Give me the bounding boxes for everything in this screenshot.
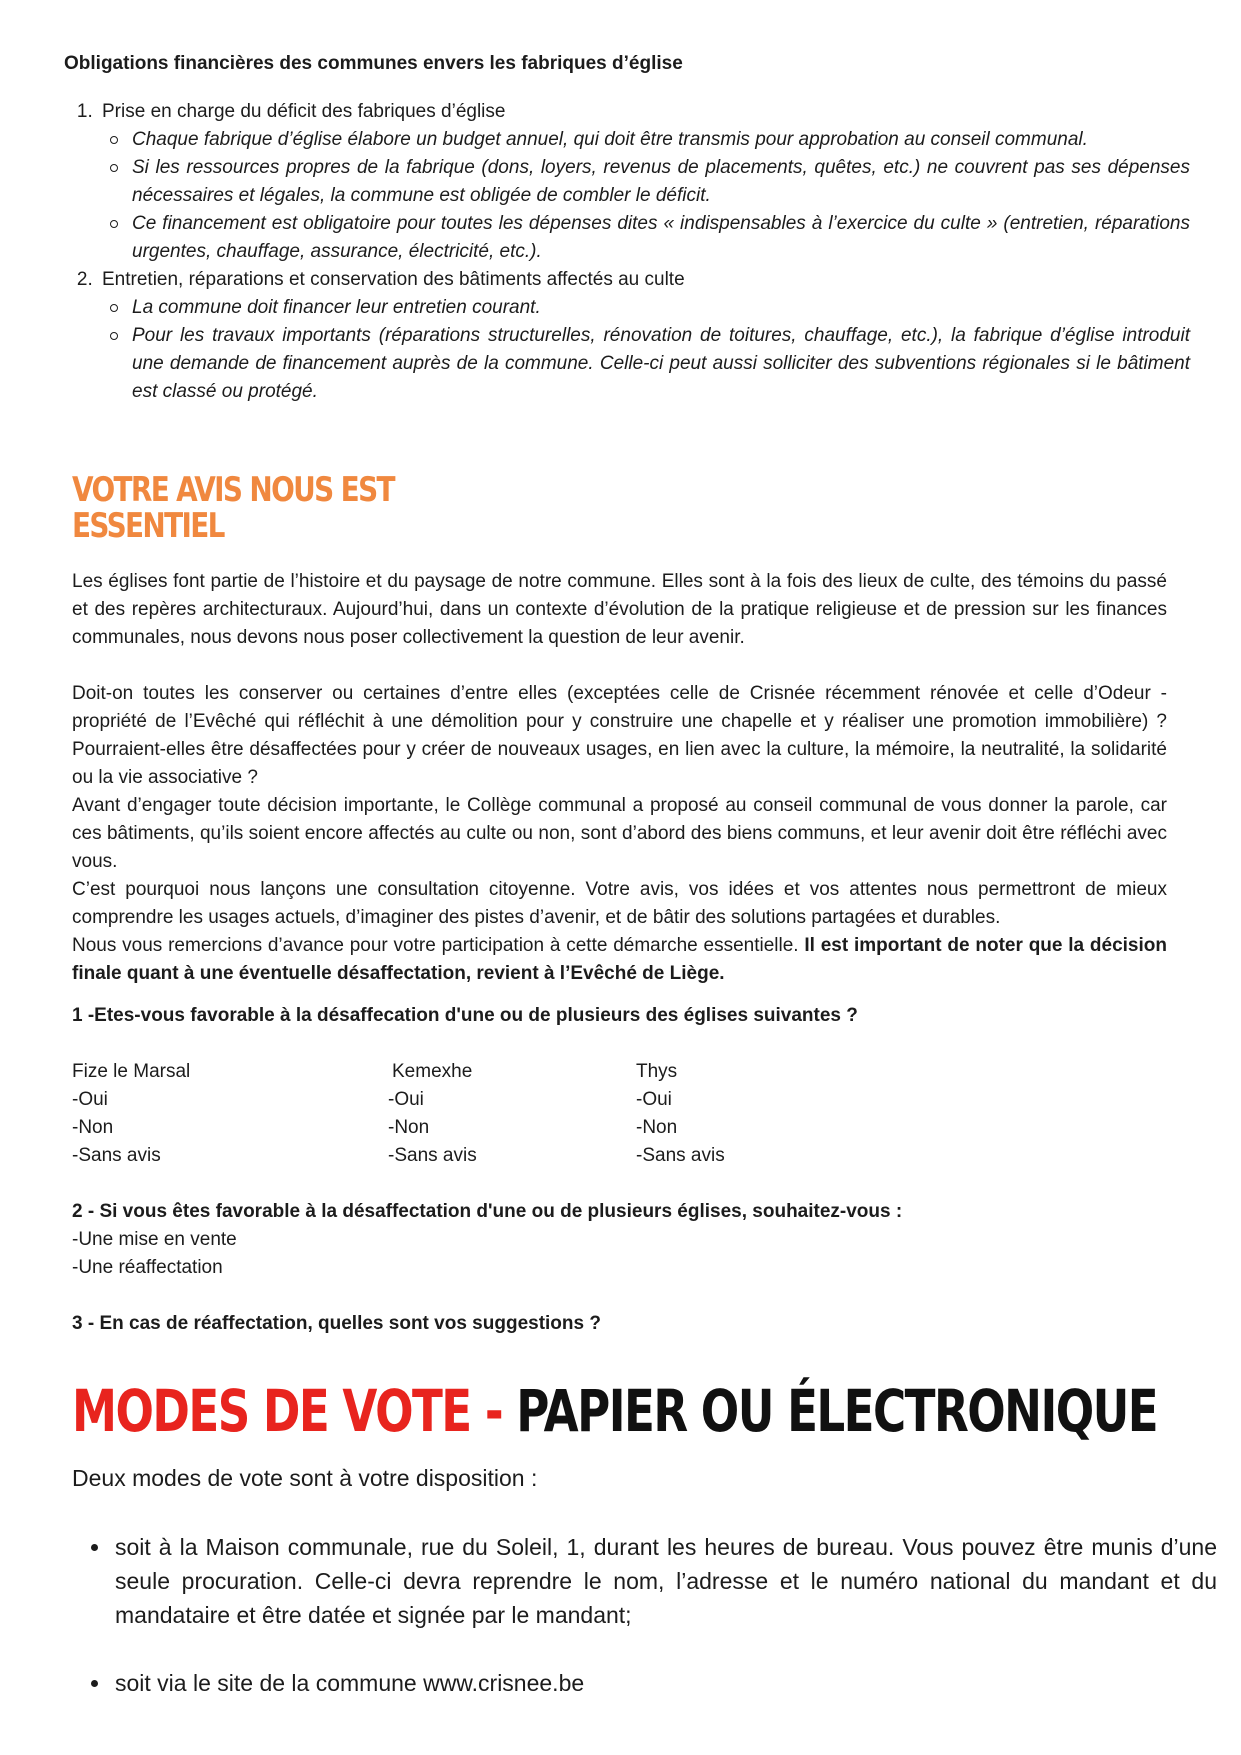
answer-option[interactable]: -Oui: [636, 1089, 672, 1110]
modes-heading: [72, 1378, 1157, 1444]
obligation-item: [98, 266, 1190, 406]
answer-option[interactable]: -Non: [388, 1117, 430, 1138]
obligation-sublist: [102, 126, 1190, 266]
vote-mode-item: soit via le site de la commune www.crisnee.be: [115, 1666, 1217, 1700]
obligation-item: [98, 98, 1190, 266]
obligation-subitem: Ce financement est obligatoire pour toutes les dépenses dites « indispensables à l’exercice du culte » (entretien, réparations urgentes, chauffage, assurance, électricité, etc.).: [132, 210, 1190, 266]
answer-option[interactable]: -Oui: [72, 1089, 108, 1110]
answer-option[interactable]: -Sans avis: [636, 1145, 725, 1166]
answer-option[interactable]: -Sans avis: [72, 1145, 161, 1166]
answer-option[interactable]: -Non: [72, 1117, 114, 1138]
answer-option[interactable]: -Non: [636, 1117, 678, 1138]
answer-option[interactable]: -Sans avis: [388, 1145, 477, 1166]
obligations-title: Obligations financières des communes envers les fabriques d’église: [64, 53, 683, 74]
answer-option[interactable]: -Une réaffectation: [72, 1257, 223, 1278]
avis-important-note: Il est important de noter que la décision finale quant à une éventuelle désaffectation, revient à l’Evêché de Liège.: [72, 935, 1167, 984]
vote-modes-list: [72, 1530, 1217, 1700]
question-2: 2 - Si vous êtes favorable à la désaffectation d'une ou de plusieurs églises, souhaitez-vous :: [72, 1201, 903, 1222]
obligation-subitem: Si les ressources propres de la fabrique (dons, loyers, revenus de placements, quêtes, etc.) ne couvrent pas ses dépenses nécessaires et légales, la commune est obligée de combler le déficit.: [132, 154, 1190, 210]
avis-paragraph: [72, 932, 1167, 988]
church-column-kemexhe: [388, 1058, 636, 1170]
avis-paragraph: Les églises font partie de l’histoire et du paysage de notre commune. Elles sont à la fois des lieux de culte, des témoins du passé et des repères architecturaux. Aujourd’hui, dans un contexte d’évolution de la pratique religieuse et de pression sur les finances communales, nous devons nous poser collectivement la question de leur avenir.: [72, 571, 1167, 648]
avis-paragraph: Doit-on toutes les conserver ou certaines d’entre elles (exceptées celle de Crisnée récemment rénovée et celle d’Odeur - propriété de l’Evêché qui réfléchit à une démolition pour y construire une chapelle et y réaliser une promotion immobilière) ? Pourraient-elles être désaffectées pour y créer de nouveaux usages, en lien avec la culture, la mémoire, la neutralité, la solidarité ou la vie associative ?: [72, 683, 1167, 788]
avis-heading-line2: ESSENTIEL: [72, 506, 224, 546]
avis-heading: [72, 472, 394, 544]
avis-body: [72, 568, 1167, 1338]
question-1: 1 -Etes-vous favorable à la désaffecation d'une ou de plusieurs des églises suivantes ?: [72, 1005, 858, 1026]
obligation-subitem: Pour les travaux importants (réparations structurelles, rénovation de toitures, chauffage, etc.), la fabrique d’église introduit une demande de financement auprès de la commune. Celle-ci peut aussi solliciter des subventions régionales si le bâtiment est classé ou protégé.: [132, 322, 1190, 406]
avis-paragraph: C’est pourquoi nous lançons une consultation citoyenne. Votre avis, vos idées et vos attentes nous permettront de mieux comprendre les usages actuels, d’imaginer des pistes d’avenir, et de bâtir des solutions partagées et durables.: [72, 879, 1167, 928]
vote-mode-item: soit à la Maison communale, rue du Soleil, 1, durant les heures de bureau. Vous pouvez être munis d’une seule procuration. Celle-ci devra reprendre le nom, l’adresse et le numéro national du mandant et du mandataire et être datée et signée par le mandant;: [115, 1530, 1217, 1632]
answer-option[interactable]: -Oui: [388, 1089, 424, 1110]
obligation-subitem: La commune doit financer leur entretien courant.: [132, 294, 1190, 322]
modes-heading-red: MODES DE VOTE -: [72, 1377, 517, 1445]
church-name: Kemexhe: [392, 1061, 473, 1082]
church-column-fize: [72, 1058, 388, 1170]
church-name: Thys: [636, 1061, 678, 1082]
obligation-sublist: [102, 294, 1190, 406]
obligation-subitem: Chaque fabrique d’église élabore un budget annuel, qui doit être transmis pour approbation au conseil communal.: [132, 126, 1190, 154]
obligations-section: [64, 50, 1190, 406]
question-3: 3 - En cas de réaffectation, quelles sont vos suggestions ?: [72, 1313, 601, 1334]
vote-intro: Deux modes de vote sont à votre disposition :: [72, 1465, 538, 1491]
avis-heading-line1: VOTRE AVIS NOUS EST: [72, 470, 394, 510]
modes-heading-black: PAPIER OU ÉLECTRONIQUE: [516, 1377, 1158, 1445]
avis-paragraph-text: Nous vous remercions d’avance pour votre participation à cette démarche essentielle.: [72, 935, 805, 956]
church-name: Fize le Marsal: [72, 1061, 191, 1082]
answer-option[interactable]: -Une mise en vente: [72, 1229, 237, 1250]
obligations-list: [64, 98, 1190, 406]
obligation-label: Entretien, réparations et conservation des bâtiments affectés au culte: [102, 269, 685, 290]
avis-paragraph: Avant d’engager toute décision importante, le Collège communal a proposé au conseil communal de vous donner la parole, car ces bâtiments, qu’ils soient encore affectés au culte ou non, sont d’abord des biens communs, et leur avenir doit être réfléchi avec vous.: [72, 795, 1167, 872]
church-column-thys: [636, 1058, 836, 1170]
church-options: [72, 1058, 1167, 1170]
obligation-label: Prise en charge du déficit des fabriques d’église: [102, 101, 506, 122]
